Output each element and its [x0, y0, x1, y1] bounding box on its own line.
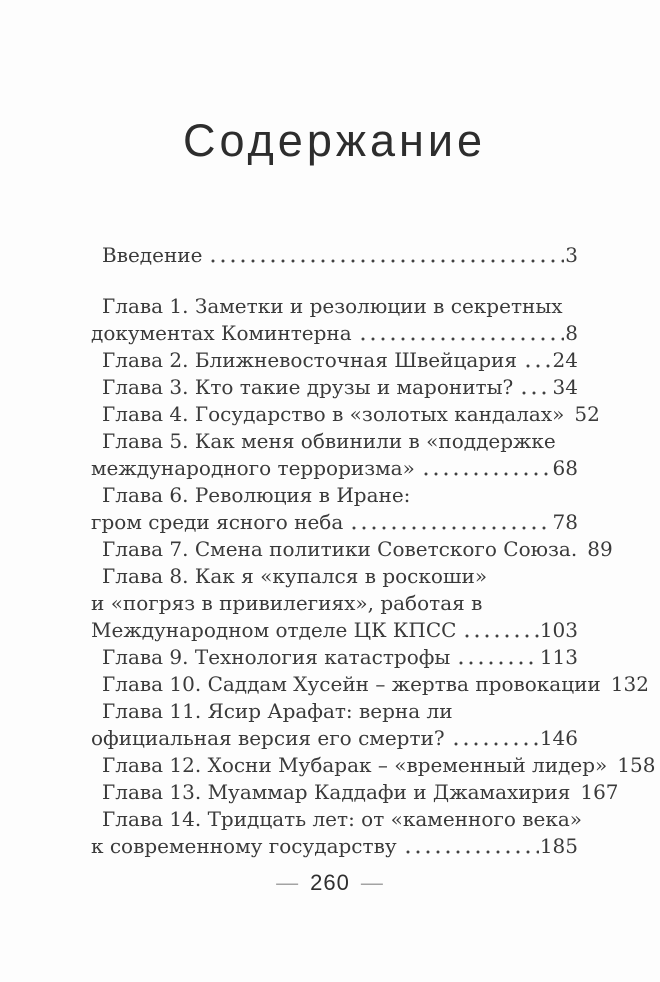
toc-entry-text: документах Коминтерна: [91, 321, 352, 345]
toc-page-number: 158: [617, 753, 656, 777]
toc-line: [91, 752, 656, 779]
dot-leader: [604, 671, 610, 698]
toc-page-number: 8: [565, 321, 578, 345]
toc-page-number: 3: [565, 243, 578, 267]
dot-leader: [205, 242, 564, 269]
toc-page-number: 89: [587, 537, 613, 561]
dot-leader: [355, 320, 565, 347]
dot-leader: [346, 509, 551, 536]
toc-entry: [91, 428, 578, 482]
dot-leader: [418, 455, 552, 482]
toc-entry: [91, 779, 619, 806]
toc-line: [91, 242, 578, 269]
dot-leader: [580, 536, 586, 563]
toc-entry-text: Глава 2. Ближневосточная Швейцария: [102, 348, 517, 372]
toc-entry-text: Глава 7. Смена политики Советского Союза.: [102, 537, 578, 561]
toc-page-number: 34: [552, 375, 578, 399]
toc-entry-text: Глава 13. Муаммар Каддафи и Джамахирия: [102, 780, 571, 804]
toc-page-number: 68: [552, 456, 578, 480]
toc-entry: [91, 347, 578, 374]
dot-leader: [400, 833, 539, 860]
toc-line: Глава 6. Революция в Иране:: [102, 483, 411, 507]
toc-page-number: 24: [552, 348, 578, 372]
toc-entry: [91, 482, 578, 536]
footer-dash-left: —: [276, 870, 300, 895]
toc-entry-text: Глава 3. Кто такие друзы и марониты?: [102, 375, 514, 399]
footer-page-number: 260: [310, 870, 350, 895]
toc-line: Глава 11. Ясир Арафат: верна ли: [102, 699, 453, 723]
dot-leader: [459, 617, 538, 644]
toc-page-number: 103: [539, 618, 578, 642]
dot-leader: [520, 347, 552, 374]
toc-page-number: 146: [539, 726, 578, 750]
toc-line: и «погряз в привилегиях», работая в: [91, 591, 483, 615]
toc-entry: [91, 698, 578, 752]
toc-entry-text: Глава 4. Государство в «золотых кандалах»: [102, 402, 565, 426]
toc-line: [91, 455, 578, 482]
dot-leader: [448, 725, 539, 752]
dot-leader: [610, 752, 616, 779]
page-footer: [0, 870, 660, 896]
toc-entry: [91, 563, 578, 644]
footer-dash-right: —: [360, 870, 384, 895]
toc-entry: [91, 374, 578, 401]
toc-line: [91, 617, 578, 644]
toc-entry-text: Глава 9. Технология катастрофы: [102, 645, 451, 669]
dot-leader: [516, 374, 551, 401]
toc-page-number: 132: [610, 672, 649, 696]
toc-line: [91, 374, 578, 401]
toc-entry-text: гром среди ясного неба: [91, 510, 344, 534]
page-title: Содержание: [183, 115, 486, 166]
toc-entry: [91, 242, 578, 269]
toc-page-number: 52: [574, 402, 600, 426]
toc-entry-text: Глава 12. Хосни Мубарак – «временный лидер»: [102, 753, 608, 777]
table-of-contents: [91, 242, 656, 860]
toc-entry-text: официальная версия его смерти?: [91, 726, 445, 750]
toc-line: [91, 347, 578, 374]
toc-entry: [91, 293, 578, 347]
dot-leader: [567, 401, 573, 428]
toc-line: Глава 14. Тридцать лет: от «каменного века»: [102, 807, 583, 831]
toc-line: [91, 833, 578, 860]
toc-entry: [91, 644, 578, 671]
toc-page-number: 185: [539, 834, 578, 858]
toc-page-number: 78: [552, 510, 578, 534]
toc-page-number: 167: [580, 780, 619, 804]
toc-entry-text: Введение: [102, 243, 203, 267]
toc-entry: [91, 806, 583, 860]
toc-line: [91, 779, 619, 806]
toc-line: [91, 536, 613, 563]
dot-leader: [573, 779, 579, 806]
toc-entry-text: международного терроризма»: [91, 456, 415, 480]
toc-entry-text: Международном отделе ЦК КПСС: [91, 618, 457, 642]
toc-entry: [91, 671, 649, 698]
toc-entry: [91, 752, 656, 779]
toc-entry-text: к современному государству: [91, 834, 397, 858]
toc-line: [91, 401, 600, 428]
toc-entry: [91, 401, 600, 428]
toc-line: Глава 5. Как меня обвинили в «поддержке: [102, 429, 556, 453]
toc-line: Глава 8. Как я «купался в роскоши»: [102, 564, 488, 588]
toc-entry: [91, 536, 613, 563]
toc-entry-text: Глава 10. Саддам Хусейн – жертва провокации: [102, 672, 601, 696]
toc-page-number: 113: [539, 645, 578, 669]
toc-line: [91, 644, 578, 671]
toc-line: [91, 509, 578, 536]
toc-line: [91, 725, 578, 752]
toc-line: [91, 671, 649, 698]
toc-line: Глава 1. Заметки и резолюции в секретных: [102, 294, 563, 318]
toc-line: [91, 320, 578, 347]
dot-leader: [453, 644, 539, 671]
